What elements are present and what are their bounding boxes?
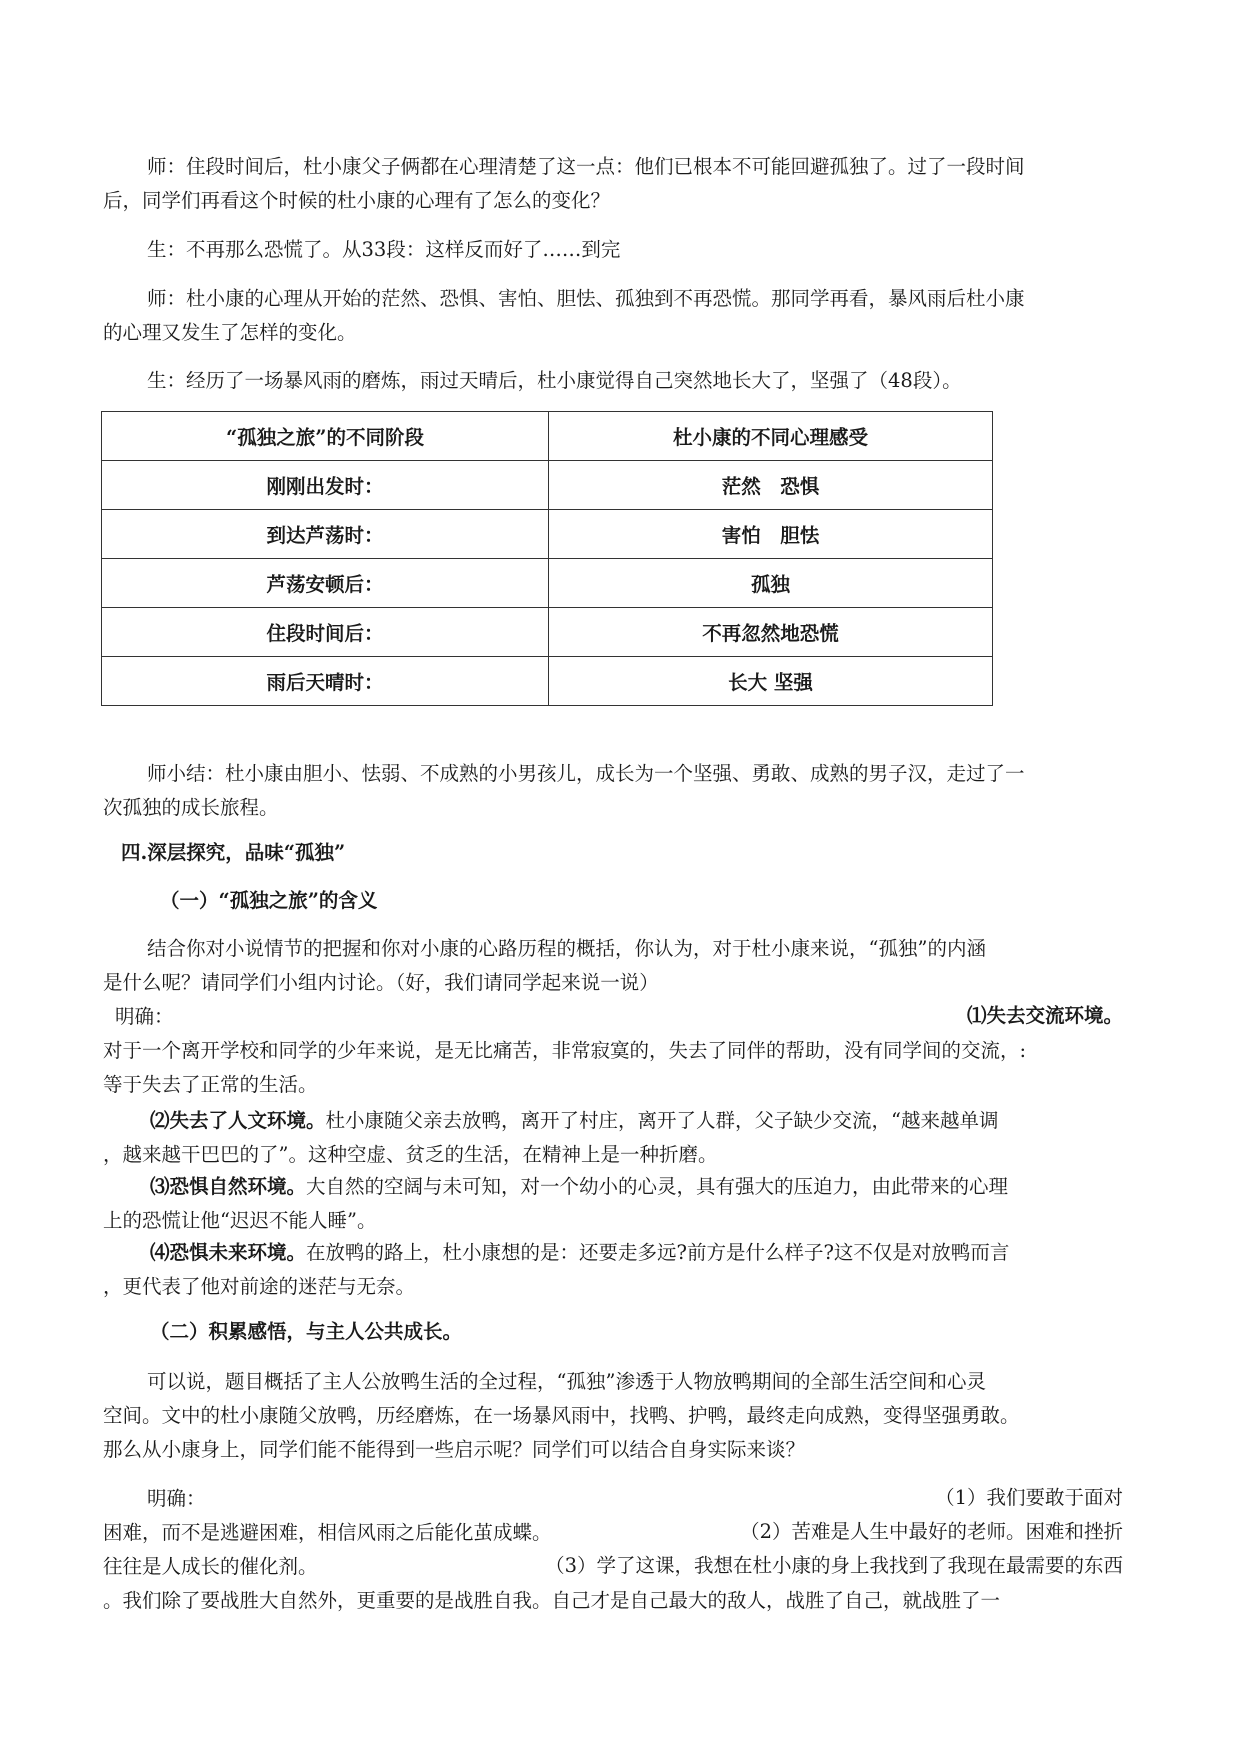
point-text: 在放鸭的路上，杜小康想的是：还要走多远?前方是什么样子?这不仅是对放鸭而言: [306, 1241, 1010, 1264]
point-text: 大自然的空阔与未可知，对一个幼小的心灵，具有强大的压迫力，由此带来的心理: [306, 1175, 1009, 1198]
paragraph-line: 生：经历了一场暴风雨的磨炼，雨过天晴后，杜小康觉得自己突然地长大了，坚强了（48段）。: [147, 369, 962, 392]
table-row: [102, 657, 993, 706]
subsection-heading: （一）“孤独之旅”的含义: [160, 889, 378, 912]
paragraph-line: 师：住段时间后，杜小康父子俩都在心理清楚了这一点：他们已根本不可能回避孤独了。过了一段时间: [147, 155, 1025, 178]
answer-text: （1）我们要敢于面对: [935, 1486, 1123, 1509]
paragraph-line: 对于一个离开学校和同学的少年来说，是无比痛苦，非常寂寞的，失去了同伴的帮助，没有同学间的交流，:: [103, 1039, 1027, 1062]
paragraph-line: 可以说，题目概括了主人公放鸭生活的全过程，“孤独”渗透于人物放鸭期间的全部生活空间和心灵: [147, 1370, 986, 1393]
table-header-cell: 杜小康的不同心理感受: [549, 412, 993, 461]
table-cell: 到达芦荡时：: [102, 510, 549, 559]
table-cell: 茫然 恐惧: [549, 461, 993, 510]
answer-text: （3）学了这课，我想在杜小康的身上我找到了我现在最需要的东西: [545, 1554, 1123, 1577]
table-header-row: [102, 412, 993, 461]
paragraph-line: 后，同学们再看这个时候的杜小康的心理有了怎么的变化？: [103, 189, 611, 212]
table-cell: 雨后天晴时：: [102, 657, 549, 706]
table-cell: 刚刚出发时：: [102, 461, 549, 510]
table-cell: 芦荡安顿后：: [102, 559, 549, 608]
table-cell: 住段时间后：: [102, 608, 549, 657]
paragraph-line: 是什么呢？请同学们小组内讨论。（好，我们请同学起来说一说）: [103, 971, 659, 994]
paragraph-line: 上的恐慌让他“迟迟不能人睡”。: [103, 1209, 377, 1232]
table-row: [102, 461, 993, 510]
paragraph-line: 结合你对小说情节的把握和你对小康的心路历程的概括，你认为，对于杜小康来说，“孤独”的内涵: [147, 937, 986, 960]
answer-text: （2）苦难是人生中最好的老师。困难和挫折: [740, 1520, 1123, 1543]
point-title: ⑴失去交流环境。: [966, 1004, 1123, 1027]
table-cell: 孤独: [549, 559, 993, 608]
subsection-heading: （二）积累感悟，与主人公共成长。: [150, 1320, 463, 1343]
paragraph-line: 往往是人成长的催化剂。: [103, 1555, 318, 1578]
table-row: [102, 559, 993, 608]
paragraph-line: ，越来越干巴巴的了”。这种空虚、贫乏的生活，在精神上是一种折磨。: [103, 1143, 718, 1166]
paragraph-line: 次孤独的成长旅程。: [103, 796, 279, 819]
paragraph-line: 师小结：杜小康由胆小、怯弱、不成熟的小男孩儿，成长为一个坚强、勇敢、成熟的男子汉，走过了一: [147, 762, 1025, 785]
answer-label: 明确：: [147, 1487, 206, 1510]
paragraph-line: 困难，而不是逃避困难，相信风雨之后能化茧成蝶。: [103, 1521, 552, 1544]
paragraph-line: [150, 1236, 1009, 1270]
section-heading: 四.深层探究，品味“孤独”: [121, 841, 346, 864]
paragraph-line: 空间。文中的杜小康随父放鸭，历经磨炼，在一场暴风雨中，找鸭、护鸭，最终走向成熟，变得坚强勇敢。: [103, 1404, 1020, 1427]
table-cell: 不再忽然地恐慌: [549, 608, 993, 657]
paragraph-line: ，更代表了他对前途的迷茫与无奈。: [103, 1275, 416, 1298]
table-header-cell: “孤独之旅”的不同阶段: [102, 412, 549, 461]
point-title: ⑵失去了人文环境。: [150, 1109, 326, 1132]
table-row: [102, 510, 993, 559]
table-cell: 害怕 胆怯: [549, 510, 993, 559]
point-text: 杜小康随父亲去放鸭，离开了村庄，离开了人群，父子缺少交流，“越来越单调: [325, 1109, 999, 1132]
stage-feeling-table: [101, 411, 993, 706]
paragraph-line: 生：不再那么恐慌了。从33段：这样反而好了……到完: [147, 238, 621, 261]
paragraph-line: 那么从小康身上，同学们能不能得到一些启示呢？同学们可以结合自身实际来谈？: [103, 1438, 806, 1461]
paragraph-line: 等于失去了正常的生活。: [103, 1073, 318, 1096]
paragraph-line: 。我们除了要战胜大自然外，更重要的是战胜自我。自己才是自己最大的敌人，战胜了自己，就战胜了一: [103, 1589, 1001, 1612]
paragraph-line: [150, 1104, 999, 1138]
table-cell: 长大 坚强: [549, 657, 993, 706]
answer-label: 明确：: [115, 1005, 174, 1028]
point-title: ⑶恐惧自然环境。: [150, 1175, 307, 1198]
paragraph-line: [150, 1170, 1008, 1204]
paragraph-line: 的心理又发生了怎样的变化。: [103, 321, 357, 344]
table-row: [102, 608, 993, 657]
point-title: ⑷恐惧未来环境。: [150, 1241, 307, 1264]
paragraph-line: 师：杜小康的心理从开始的茫然、恐惧、害怕、胆怯、孤独到不再恐慌。那同学再看，暴风雨后杜小康: [147, 287, 1025, 310]
